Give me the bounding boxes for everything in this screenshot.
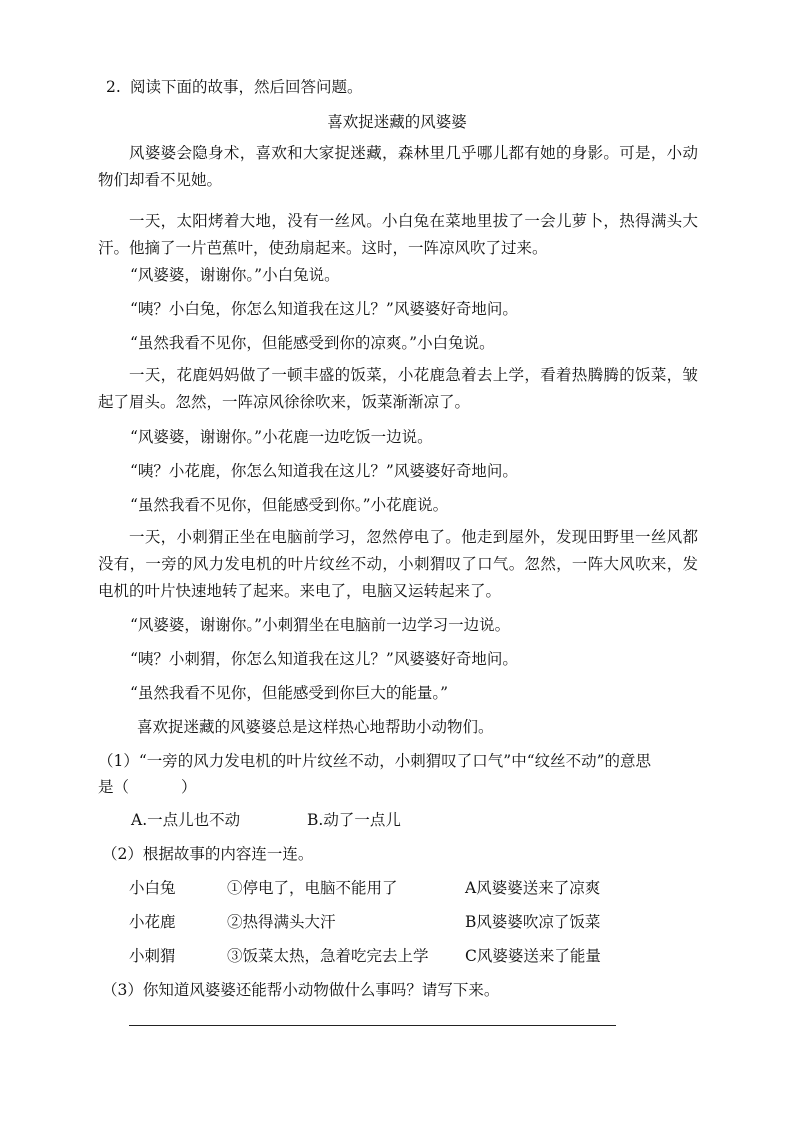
option-a[interactable]: A.一点儿也不动 <box>131 811 241 829</box>
match-event[interactable]: ②热得满头大汗 <box>227 913 336 931</box>
dialogue-line: “风婆婆，谢谢你。”小花鹿一边吃饭一边说。 <box>130 428 433 446</box>
story-closing: 喜欢捉迷藏的风婆婆总是这样热心地帮助小动物们。 <box>137 718 494 736</box>
match-result[interactable]: C风婆婆送来了能量 <box>465 947 601 965</box>
sub-question-2: （2）根据故事的内容连一连。 <box>102 845 314 863</box>
story-title: 喜欢捉迷藏的风婆婆 <box>327 113 467 131</box>
match-result[interactable]: A风婆婆送来了凉爽 <box>465 879 601 897</box>
sub-question-1: （1）“一旁的风力发电机的叶片纹丝不动，小刺猬叹了口气”中“纹丝不动”的意思 <box>98 752 652 770</box>
dialogue-line: “咦？小花鹿，你怎么知道我在这儿？”风婆婆好奇地问。 <box>130 462 518 480</box>
story-paragraph-1: 风婆婆会隐身术，喜欢和大家捉迷藏，森林里几乎哪儿都有她的身影。可是，小动物们却看不见她。 <box>98 144 698 189</box>
dialogue-line: “风婆婆，谢谢你。”小刺猬坐在电脑前一边学习一边说。 <box>130 616 511 634</box>
match-event[interactable]: ③饭菜太热，急着吃完去上学 <box>227 947 429 965</box>
match-animal[interactable]: 小刺猬 <box>129 947 176 965</box>
dialogue-line: “虽然我看不见你，但能感受到你巨大的能量。” <box>130 684 449 702</box>
sub-question-1-answer <box>98 776 197 798</box>
question-header <box>106 76 363 98</box>
answer-open: 是（ <box>98 778 130 796</box>
option-b[interactable]: B.动了一点儿 <box>307 811 401 829</box>
match-animal[interactable]: 小花鹿 <box>129 913 176 931</box>
answer-close: ） <box>181 778 197 796</box>
story-paragraph-2: 一天，太阳烤着大地，没有一丝风。小白兔在菜地里拔了一会儿萝卜，热得满头大汗。他摘了一片芭蕉叶，使劲扇起来。这时，一阵凉风吹了过来。 <box>98 212 698 257</box>
dialogue-line: “虽然我看不见你，但能感受到你。”小花鹿说。 <box>130 496 449 514</box>
match-result[interactable]: B风婆婆吹凉了饭菜 <box>465 913 601 931</box>
match-animal[interactable]: 小白兔 <box>129 879 176 897</box>
story-paragraph-3: 一天，花鹿妈妈做了一顿丰盛的饭菜，小花鹿急着去上学，看着热腾腾的饭菜，皱起了眉头。忽然，一阵凉风徐徐吹来，饭菜渐渐凉了。 <box>98 366 698 411</box>
question-prompt: 阅读下面的故事，然后回答问题。 <box>130 78 363 96</box>
dialogue-line: “风婆婆，谢谢你。”小白兔说。 <box>130 266 340 284</box>
dialogue-line: “咦？小白兔，你怎么知道我在这儿？”风婆婆好奇地问。 <box>130 300 518 318</box>
answer-writing-line[interactable] <box>129 1025 616 1026</box>
sub-question-3: （3）你知道风婆婆还能帮小动物做什么事吗？请写下来。 <box>102 981 500 999</box>
dialogue-line: “咦？小刺猬，你怎么知道我在这儿？”风婆婆好奇地问。 <box>130 650 518 668</box>
question-number: 2. <box>106 78 121 96</box>
dialogue-line: “虽然我看不见你，但能感受到你的凉爽。”小白兔说。 <box>130 334 495 352</box>
story-paragraph-4: 一天，小刺猬正坐在电脑前学习，忽然停电了。他走到屋外，发现田野里一丝风都没有，一旁的风力发电机的叶片纹丝不动，小刺猬叹了口气。忽然，一阵大风吹来，发电机的叶片快速地转了起来。来电了，电脑又运转起来了。 <box>98 528 698 600</box>
match-event[interactable]: ①停电了，电脑不能用了 <box>227 879 398 897</box>
